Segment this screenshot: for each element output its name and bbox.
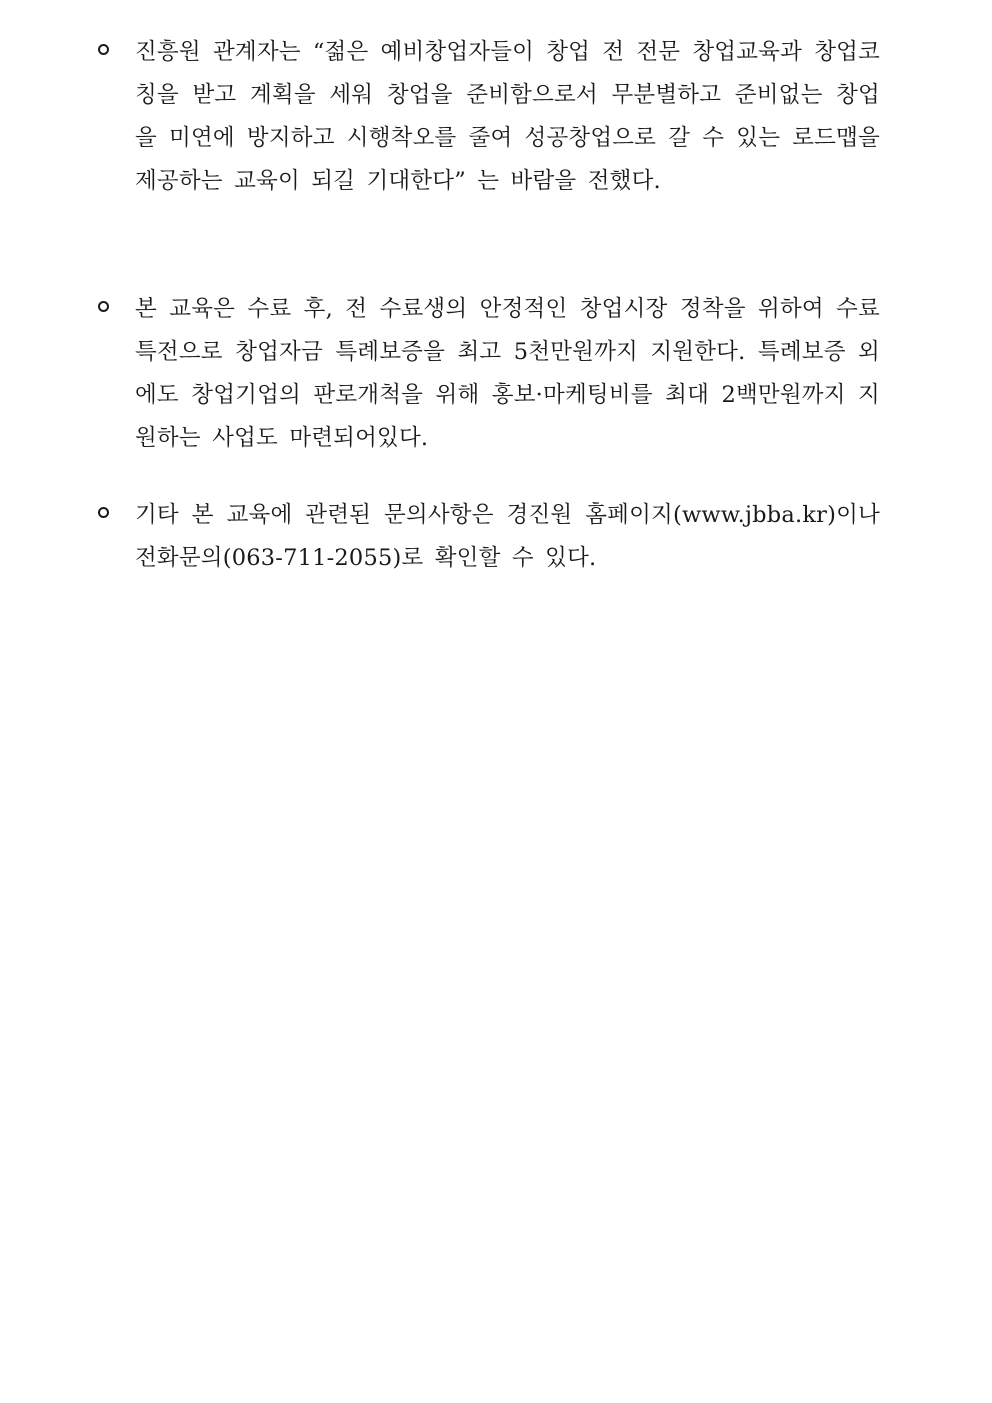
paragraph-text: 본 교육은 수료 후, 전 수료생의 안정적인 창업시장 정착을 위하여 수료특전으로 창업자금 특례보증을 최고 5천만원까지 지원한다. 특례보증 외에도 창업기업의 판로개척을 위해 홍보·마케팅비를 최대 2백만원까지 지원하는 사업도 마련되어있다. xyxy=(135,296,880,451)
bullet-paragraph xyxy=(98,31,880,203)
hollow-circle-icon xyxy=(98,44,109,55)
bullet-paragraph xyxy=(98,288,880,460)
bullet-paragraph xyxy=(98,494,880,580)
paragraph-text: 기타 본 교육에 관련된 문의사항은 경진원 홈페이지(www.jbba.kr)이나 전화문의(063-711-2055)로 확인할 수 있다. xyxy=(135,502,880,571)
hollow-circle-icon xyxy=(98,507,109,518)
paragraph-text: 진흥원 관계자는 “젊은 예비창업자들이 창업 전 전문 창업교육과 창업코칭을 받고 계획을 세워 창업을 준비함으로서 무분별하고 준비없는 창업을 미연에 방지하고 시행착오를 줄여 성공창업으로 갈 수 있는 로드맵을 제공하는 교육이 되길 기대한다” 는 바람을 전했다. xyxy=(135,39,880,194)
hollow-circle-icon xyxy=(98,301,109,312)
